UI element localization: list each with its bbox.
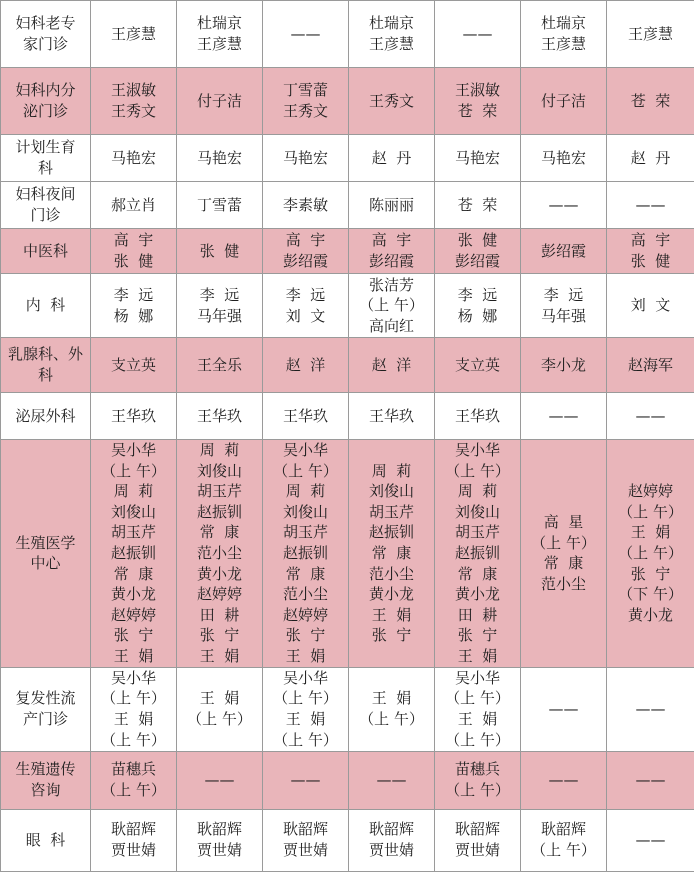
- doctor-cell: 赵海军: [607, 338, 694, 393]
- doctor-cell: ——: [607, 751, 694, 809]
- doctor-cell: 马艳宏: [521, 135, 607, 182]
- doctor-cell: 苗穗兵 （上 午）: [91, 751, 177, 809]
- department-name: 内 科: [1, 274, 91, 338]
- department-name: 眼 科: [1, 809, 91, 871]
- doctor-cell: 李 远 马年强: [177, 274, 263, 338]
- doctor-cell: 陈丽丽: [349, 182, 435, 229]
- doctor-cell: 李小龙: [521, 338, 607, 393]
- doctor-cell: 李 远 杨 娜: [435, 274, 521, 338]
- schedule-row: [1, 809, 694, 871]
- doctor-cell: 李素敏: [263, 182, 349, 229]
- doctor-cell: ——: [349, 751, 435, 809]
- doctor-cell: 高 宇 张 健: [607, 229, 694, 274]
- schedule-row: [1, 68, 694, 135]
- schedule-row: [1, 1, 694, 68]
- doctor-cell: ——: [177, 751, 263, 809]
- doctor-cell: 高 宇 彭绍霞: [349, 229, 435, 274]
- schedule-row: [1, 135, 694, 182]
- doctor-cell: 李 远 刘 文: [263, 274, 349, 338]
- doctor-cell: 马艳宏: [435, 135, 521, 182]
- doctor-cell: 耿韶辉 贾世婧: [435, 809, 521, 871]
- doctor-cell: 彭绍霞: [521, 229, 607, 274]
- doctor-cell: ——: [263, 751, 349, 809]
- doctor-cell: 赵婷婷 （上 午） 王 娟 （上 午） 张 宁 （下 午） 黄小龙: [607, 440, 694, 668]
- doctor-cell: 耿韶辉 贾世婧: [349, 809, 435, 871]
- doctor-cell: 吴小华 （上 午） 周 莉 刘俊山 胡玉芹 赵振钏 常 康 范小尘 赵婷婷 张 宁 王 娟: [263, 440, 349, 668]
- doctor-cell: 苗穗兵 （上 午）: [435, 751, 521, 809]
- doctor-cell: 丁雪蕾: [177, 182, 263, 229]
- doctor-cell: 王 娟 （上 午）: [349, 667, 435, 751]
- doctor-cell: 耿韶辉 （上 午）: [521, 809, 607, 871]
- doctor-cell: 王华玖: [177, 393, 263, 440]
- doctor-cell: ——: [607, 667, 694, 751]
- doctor-cell: 吴小华 （上 午） 王 娟 （上 午）: [91, 667, 177, 751]
- schedule-row: [1, 182, 694, 229]
- doctor-cell: 马艳宏: [263, 135, 349, 182]
- doctor-cell: ——: [607, 182, 694, 229]
- doctor-cell: 马艳宏: [177, 135, 263, 182]
- doctor-cell: 丁雪蕾 王秀文: [263, 68, 349, 135]
- department-name: 妇科内分 泌门诊: [1, 68, 91, 135]
- doctor-cell: 王华玖: [349, 393, 435, 440]
- doctor-cell: 马艳宏: [91, 135, 177, 182]
- doctor-cell: 杜瑞京 王彦慧: [349, 1, 435, 68]
- department-name: 妇科夜间 门诊: [1, 182, 91, 229]
- doctor-cell: ——: [521, 182, 607, 229]
- doctor-cell: 周 莉 刘俊山 胡玉芹 赵振钏 常 康 范小尘 黄小龙 王 娟 张 宁: [349, 440, 435, 668]
- department-name: 计划生育 科: [1, 135, 91, 182]
- doctor-cell: ——: [263, 1, 349, 68]
- doctor-cell: 赵 丹: [349, 135, 435, 182]
- doctor-cell: 王全乐: [177, 338, 263, 393]
- doctor-cell: 杜瑞京 王彦慧: [177, 1, 263, 68]
- doctor-cell: 高 星 （上 午） 常 康 范小尘: [521, 440, 607, 668]
- schedule-row: [1, 393, 694, 440]
- doctor-cell: 李 远 杨 娜: [91, 274, 177, 338]
- schedule-row: [1, 667, 694, 751]
- department-name: 乳腺科、外 科: [1, 338, 91, 393]
- doctor-cell: 高 宇 彭绍霞: [263, 229, 349, 274]
- doctor-cell: 吴小华 （上 午） 周 莉 刘俊山 胡玉芹 赵振钏 常 康 黄小龙 赵婷婷 张 宁 王 娟: [91, 440, 177, 668]
- schedule-body: [1, 1, 694, 872]
- doctor-cell: ——: [521, 667, 607, 751]
- department-name: 中医科: [1, 229, 91, 274]
- doctor-cell: ——: [521, 393, 607, 440]
- department-name: 复发性流 产门诊: [1, 667, 91, 751]
- doctor-cell: 刘 文: [607, 274, 694, 338]
- doctor-cell: 郝立肖: [91, 182, 177, 229]
- doctor-cell: 杜瑞京 王彦慧: [521, 1, 607, 68]
- doctor-cell: ——: [521, 751, 607, 809]
- doctor-cell: 张 健 彭绍霞: [435, 229, 521, 274]
- doctor-cell: 李 远 马年强: [521, 274, 607, 338]
- doctor-cell: 赵 洋: [263, 338, 349, 393]
- doctor-cell: 赵 丹: [607, 135, 694, 182]
- doctor-cell: 王秀文: [349, 68, 435, 135]
- schedule-row: [1, 751, 694, 809]
- schedule-row: [1, 338, 694, 393]
- doctor-cell: 耿韶辉 贾世婧: [263, 809, 349, 871]
- doctor-cell: 张 健: [177, 229, 263, 274]
- doctor-cell: ——: [435, 1, 521, 68]
- doctor-cell: 支立英: [435, 338, 521, 393]
- doctor-cell: 王华玖: [435, 393, 521, 440]
- department-name: 生殖医学 中心: [1, 440, 91, 668]
- doctor-cell: 付子洁: [177, 68, 263, 135]
- doctor-cell: 王淑敏 苍 荣: [435, 68, 521, 135]
- doctor-cell: 耿韶辉 贾世婧: [91, 809, 177, 871]
- doctor-cell: 付子洁: [521, 68, 607, 135]
- doctor-cell: 王彦慧: [607, 1, 694, 68]
- department-name: 妇科老专 家门诊: [1, 1, 91, 68]
- schedule-row: [1, 229, 694, 274]
- doctor-cell: 王 娟 （上 午）: [177, 667, 263, 751]
- doctor-cell: 王华玖: [263, 393, 349, 440]
- doctor-cell: 吴小华 （上 午） 王 娟 （上 午）: [263, 667, 349, 751]
- doctor-cell: 赵 洋: [349, 338, 435, 393]
- doctor-cell: 王彦慧: [91, 1, 177, 68]
- doctor-cell: ——: [607, 393, 694, 440]
- doctor-cell: 苍 荣: [435, 182, 521, 229]
- doctor-cell: 王淑敏 王秀文: [91, 68, 177, 135]
- department-name: 生殖遗传 咨询: [1, 751, 91, 809]
- doctor-cell: 支立英: [91, 338, 177, 393]
- doctor-cell: 苍 荣: [607, 68, 694, 135]
- doctor-cell: 周 莉 刘俊山 胡玉芹 赵振钏 常 康 范小尘 黄小龙 赵婷婷 田 耕 张 宁 王 娟: [177, 440, 263, 668]
- schedule-row: [1, 440, 694, 668]
- doctor-cell: 吴小华 （上 午） 王 娟 （上 午）: [435, 667, 521, 751]
- doctor-cell: ——: [607, 809, 694, 871]
- doctor-cell: 高 宇 张 健: [91, 229, 177, 274]
- doctor-cell: 吴小华 （上 午） 周 莉 刘俊山 胡玉芹 赵振钏 常 康 黄小龙 田 耕 张 宁 王 娟: [435, 440, 521, 668]
- doctor-cell: 王华玖: [91, 393, 177, 440]
- schedule-row: [1, 274, 694, 338]
- doctor-cell: 张洁芳 （上 午） 高向红: [349, 274, 435, 338]
- department-name: 泌尿外科: [1, 393, 91, 440]
- doctor-cell: 耿韶辉 贾世婧: [177, 809, 263, 871]
